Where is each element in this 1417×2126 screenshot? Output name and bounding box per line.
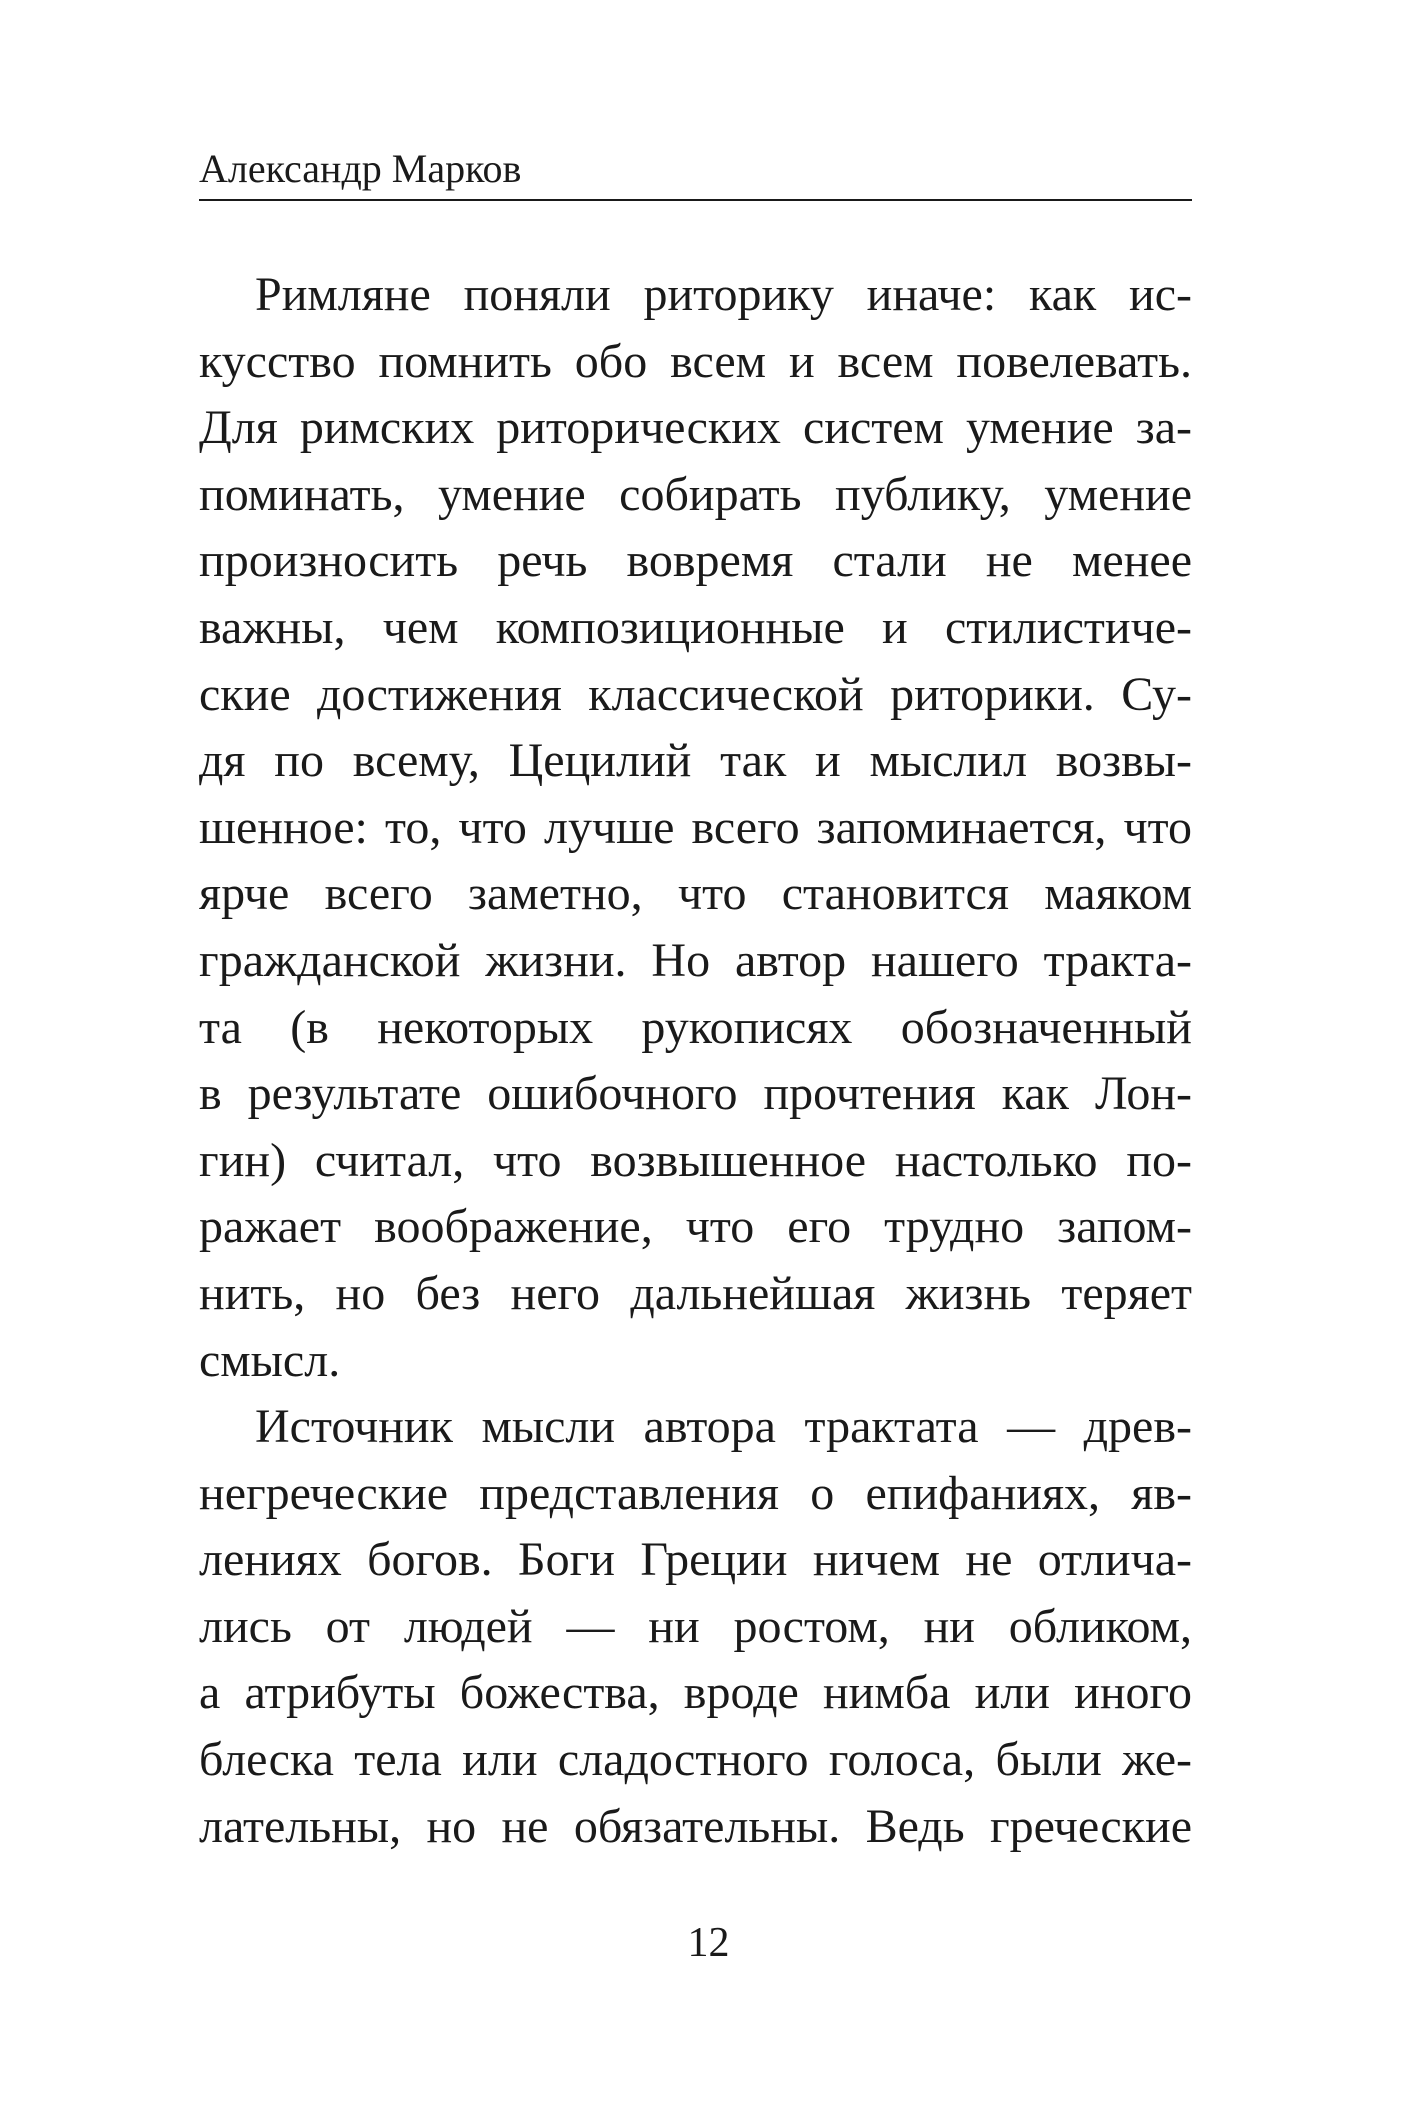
text-line: ярче всего заметно, что становится маяком <box>199 867 1192 921</box>
text-line: гражданской жизни. Но автор нашего тракта- <box>199 933 1192 987</box>
text-line: ские достижения классической риторики. Су- <box>199 667 1192 721</box>
text-line: произносить речь вовремя стали не менее <box>199 534 1192 588</box>
text-line: а атрибуты божества, вроде нимба или иного <box>199 1666 1192 1720</box>
text-line: лательны, но не обязательны. Ведь греческие <box>199 1799 1192 1853</box>
text-line: Для римских риторических систем умение за- <box>199 401 1192 455</box>
text-line: в результате ошибочного прочтения как Лон- <box>199 1067 1192 1121</box>
text-line: та (в некоторых рукописях обозначенный <box>199 1000 1192 1054</box>
page-number: 12 <box>687 1920 730 1966</box>
text-line: смысл. <box>199 1333 341 1387</box>
text-line: дя по всему, Цецилий так и мыслил возвы- <box>199 734 1192 788</box>
body-text <box>199 262 1192 1860</box>
text-line: Источник мысли автора трактата — древ- <box>255 1400 1192 1454</box>
paragraph-1 <box>199 262 1192 1394</box>
header-rule <box>199 199 1192 201</box>
text-line: гин) считал, что возвышенное настолько по- <box>199 1133 1192 1187</box>
paragraph-2 <box>199 1394 1192 1860</box>
text-line: ражает воображение, что его трудно запом- <box>199 1200 1192 1254</box>
text-line: блеска тела или сладостного голоса, были же- <box>199 1733 1192 1787</box>
text-line: кусство помнить обо всем и всем повелевать. <box>199 334 1192 388</box>
text-line: негреческие представления о епифаниях, яв- <box>199 1466 1192 1520</box>
text-line: важны, чем композиционные и стилистиче- <box>199 600 1192 654</box>
text-line: лись от людей — ни ростом, ни обликом, <box>199 1599 1192 1653</box>
text-line: Римляне поняли риторику иначе: как ис- <box>255 268 1192 321</box>
text-line: шенное: то, что лучше всего запоминается, что <box>199 800 1192 854</box>
text-line: нить, но без него дальнейшая жизнь теряет <box>199 1266 1192 1320</box>
text-line: поминать, умение собирать публику, умение <box>199 467 1192 521</box>
running-header-author: Александр Марков <box>199 146 522 191</box>
text-line: лениях богов. Боги Греции ничем не отлича- <box>199 1533 1192 1587</box>
